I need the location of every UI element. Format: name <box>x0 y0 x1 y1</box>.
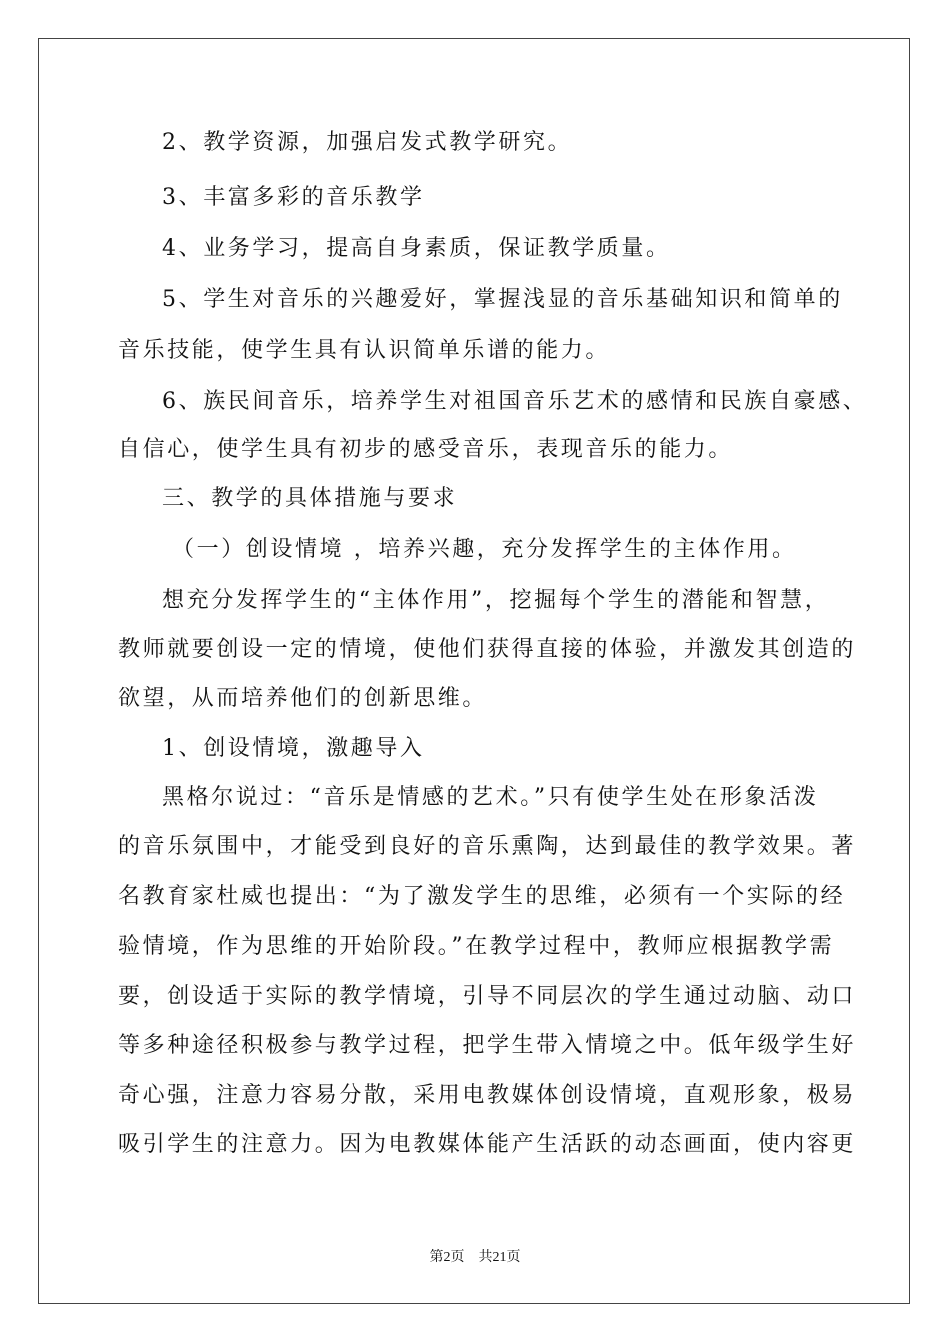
text-line: 奇心强，注意力容易分散，采用电教媒体创设情境，直观形象，极易 <box>118 1083 857 1108</box>
text-line: 等多种途径积极参与教学过程，把学生带入情境之中。低年级学生好 <box>118 1033 857 1058</box>
text-line: 自信心，使学生具有初步的感受音乐，表现音乐的能力。 <box>118 437 734 462</box>
text-line: 6、族民间音乐，培养学生对祖国音乐艺术的感情和民族自豪感、 <box>162 389 868 414</box>
page-total: 共21页 <box>478 1250 521 1265</box>
text-line: 黑格尔说过：“音乐是情感的艺术。”只有使学生处在形象活泼 <box>162 785 819 810</box>
item-heading: 1、创设情境，激趣导入 <box>162 736 425 761</box>
text-line: 3、丰富多彩的音乐教学 <box>162 185 425 210</box>
text-line: 5、学生对音乐的兴趣爱好，掌握浅显的音乐基础知识和简单的 <box>162 287 843 312</box>
section-heading: 三、教学的具体措施与要求 <box>162 486 458 511</box>
text-line: 吸引学生的注意力。因为电教媒体能产生活跃的动态画面，使内容更 <box>118 1132 857 1157</box>
text-line: 教师就要创设一定的情境，使他们获得直接的体验，并激发其创造的 <box>118 637 857 662</box>
text-line: 的音乐氛围中，才能受到良好的音乐熏陶，达到最佳的教学效果。著 <box>118 834 857 859</box>
text-line: 想充分发挥学生的“主体作用”，挖掘每个学生的潜能和智慧， <box>162 588 830 613</box>
text-line: 验情境，作为思维的开始阶段。”在教学过程中，教师应根据教学需 <box>118 934 835 959</box>
page-frame <box>38 38 910 1304</box>
text-line: 4、业务学习，提高自身素质，保证教学质量。 <box>162 236 671 261</box>
text-line: 名教育家杜威也提出：“为了激发学生的思维，必须有一个实际的经 <box>118 884 846 909</box>
text-line: 欲望，从而培养他们的创新思维。 <box>118 686 488 711</box>
page-footer <box>0 1246 950 1266</box>
text-line: 音乐技能，使学生具有认识简单乐谱的能力。 <box>118 338 611 363</box>
text-line: 要，创设适于实际的教学情境，引导不同层次的学生通过动脑、动口 <box>118 984 857 1009</box>
page-number: 第2页 <box>429 1250 465 1265</box>
text-line: 2、教学资源，加强启发式教学研究。 <box>162 130 573 155</box>
subsection-heading: （一）创设情境 ，培养兴趣，充分发挥学生的主体作用。 <box>172 537 797 562</box>
